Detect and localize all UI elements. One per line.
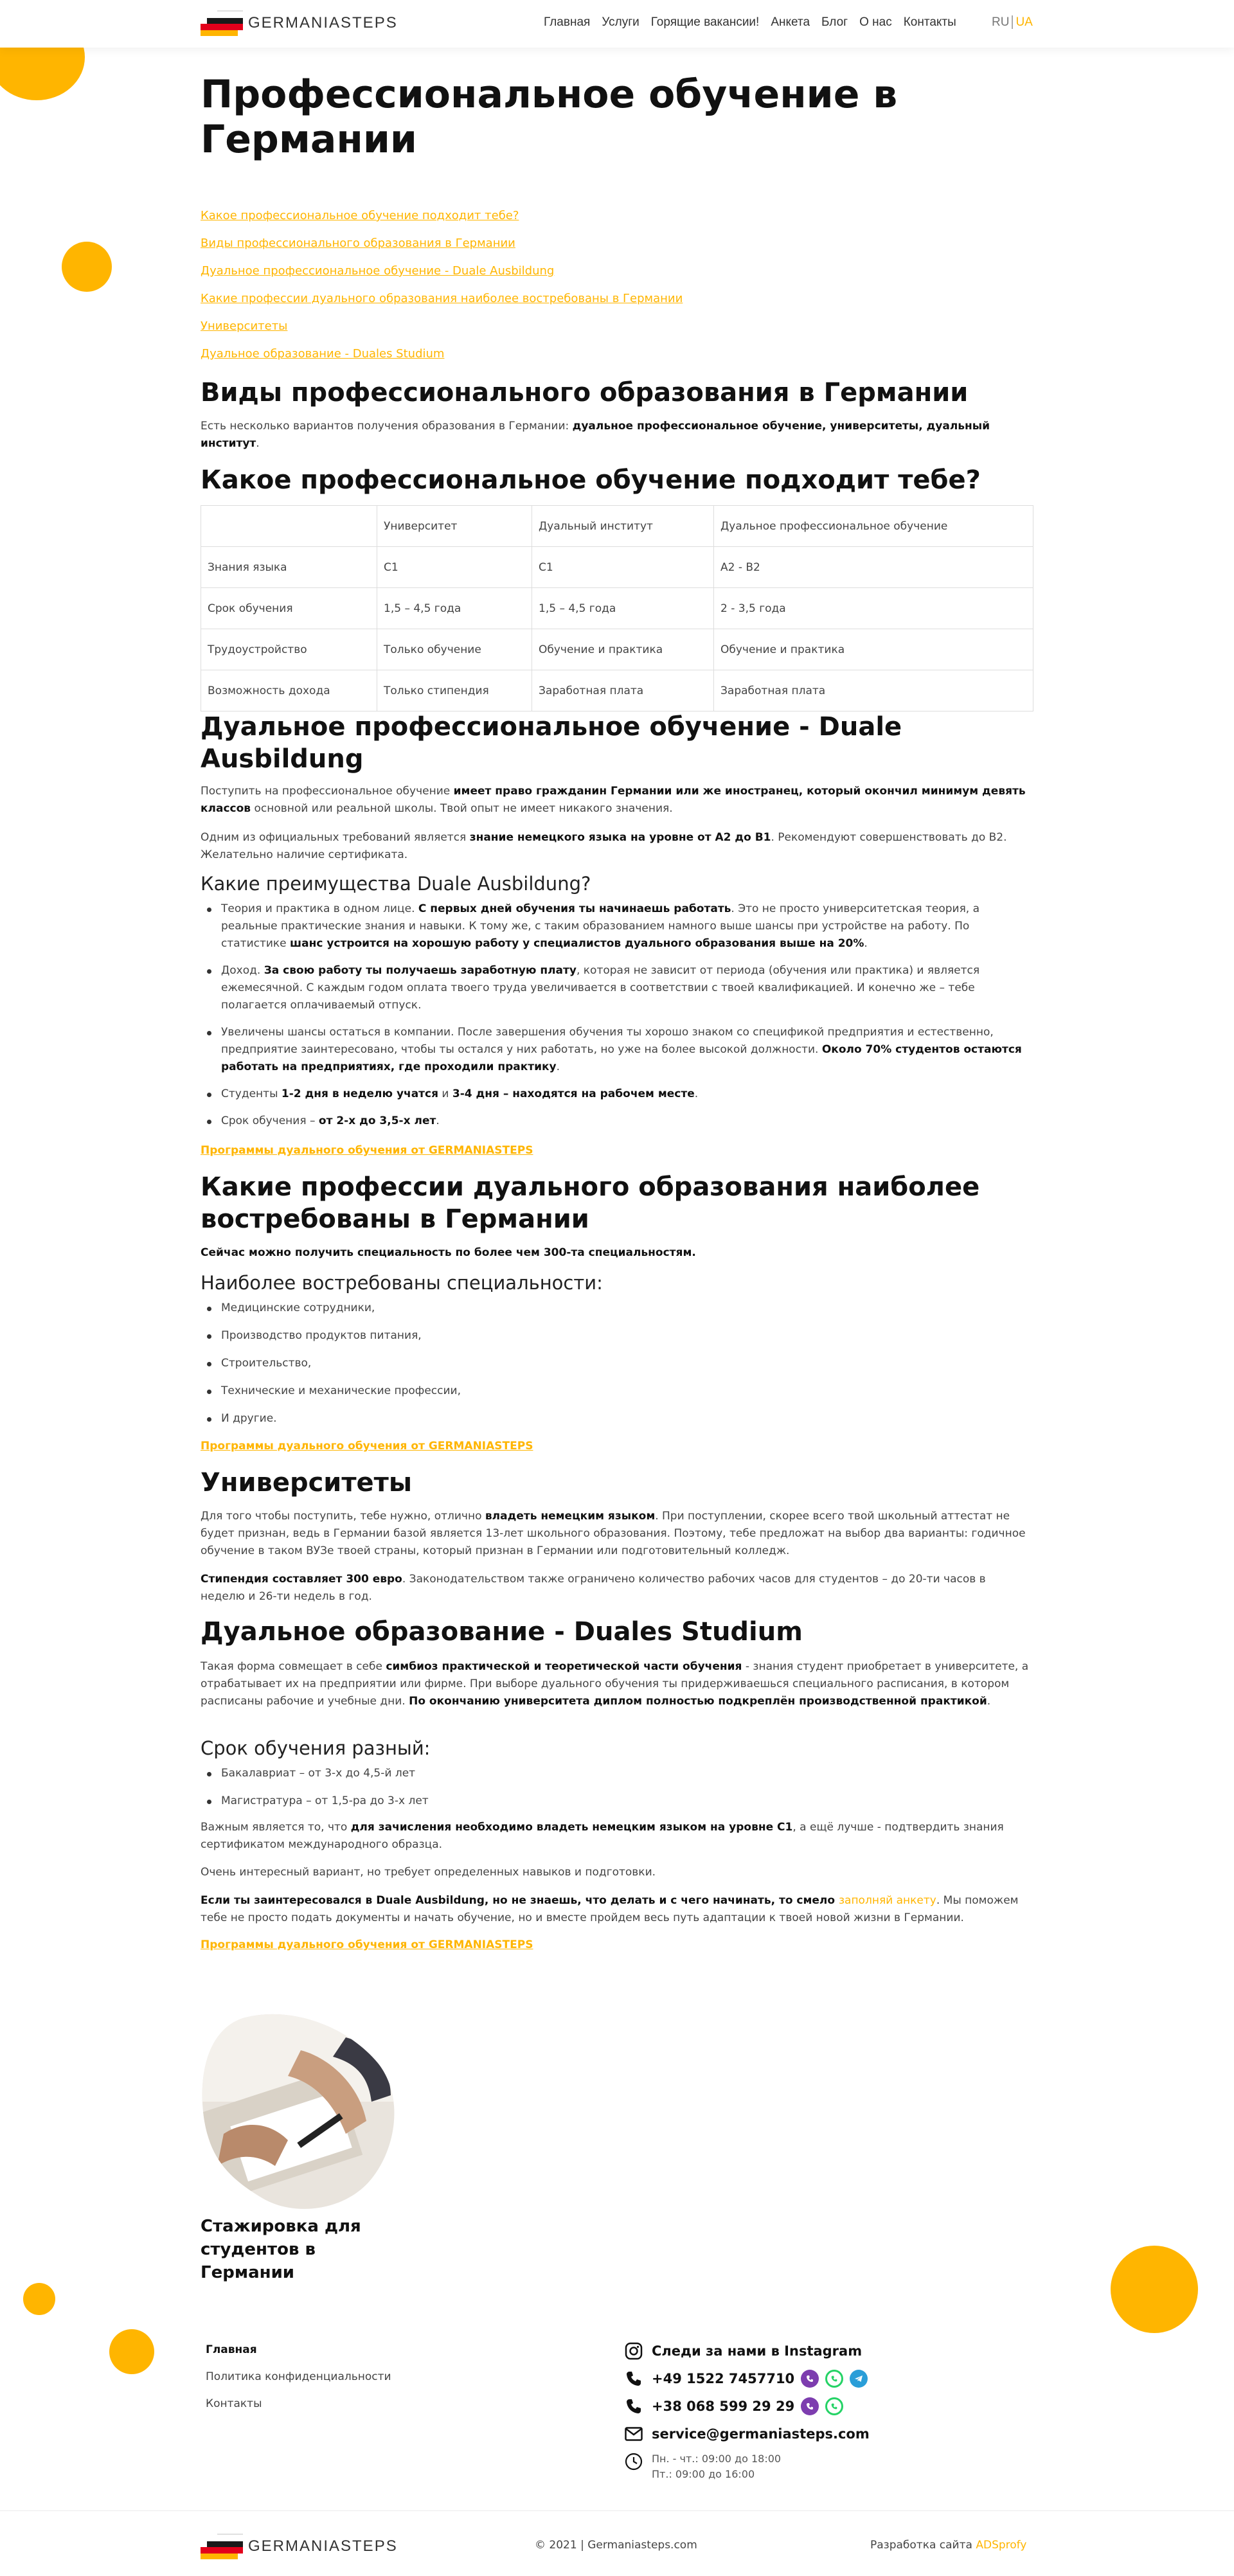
list-item	[221, 1024, 1033, 1076]
table-cell: 2 - 3,5 года	[714, 588, 1033, 629]
text: . Это не просто университетская теория, а реальные практические знания и навыки. К тому же, с таким образованием намного выше шансы при устройстве на работу. По статистике	[221, 902, 980, 950]
text: . Рекомендуют совершенствовать до B2. Желательно наличие сертификата.	[201, 831, 1007, 861]
table-cell: Дуальный институт	[532, 506, 714, 547]
text: .	[987, 1695, 991, 1708]
table-cell: 1,5 – 4,5 года	[532, 588, 714, 629]
telegram-icon[interactable]	[850, 2370, 868, 2388]
section-heading: Какие профессии дуального образования наиболее востребованы в Германии	[201, 1172, 980, 1234]
bold-text: Сейчас можно получить специальность по более чем 300-та специальностям.	[201, 1246, 696, 1259]
list-item: Бакалавриат – от 3-х до 4,5-й лет	[221, 1765, 1033, 1782]
duration-list	[221, 1765, 1033, 1820]
toc-link[interactable]: Дуальное профессиональное обучение - Duale Ausbildung	[201, 264, 555, 278]
footer-link-home[interactable]: Главная	[206, 2343, 257, 2356]
text: . Мы поможем тебе не просто подать документы и начать обучение, но и вместе пройдем весь путь адаптации к твоей новой жизни в Германии.	[201, 1894, 1019, 1924]
table-cell: Обучение и практика	[714, 629, 1033, 670]
table-row	[201, 547, 1033, 588]
text: Такая форма совмещает в себе	[201, 1660, 386, 1673]
bold-text: 3-4 дня – находятся на рабочем месте	[452, 1087, 695, 1100]
toc-link[interactable]: Дуальное образование - Duales Studium	[201, 347, 445, 361]
text: Студенты	[221, 1087, 282, 1100]
text: .	[864, 937, 868, 950]
table-cell: A2 - B2	[714, 547, 1033, 588]
mail-icon	[623, 2424, 644, 2444]
text: .	[256, 437, 260, 450]
toc-link[interactable]: Какое профессиональное обучение подходит тебе?	[201, 209, 519, 222]
decor-circle	[109, 2329, 154, 2374]
text: .	[556, 1060, 560, 1073]
dual-programs-link[interactable]: Программы дуального обучения от GERMANIASTEPS	[201, 1144, 533, 1157]
text: Теория и практика в одном лице.	[221, 902, 418, 915]
sub-heading: Срок обучения разный:	[201, 1737, 431, 1759]
bold-text: владеть немецким языком	[485, 1510, 656, 1523]
table-cell: Срок обучения	[201, 588, 377, 629]
table-cell: Только стипендия	[377, 670, 532, 711]
lang-ru[interactable]: RU	[992, 15, 1013, 29]
text: Увеличены шансы остаться в компании. После завершения обучения ты хорошо знаком со спецификой предприятия и естественно, предприятие заинтересовано, чтобы ты остался у них работать, но уже на более высокой должности.	[221, 1026, 994, 1056]
phone-icon	[623, 2368, 644, 2389]
text: - знания студент приобретает в университете, а отрабатывает их на предприятии или фирме. При выборе дуального обучения ты придерживаешься специального расписания, в котором расписаны рабочие и учебные дни.	[201, 1660, 1029, 1708]
dual-programs-link[interactable]: Программы дуального обучения от GERMANIASTEPS	[201, 1440, 533, 1453]
hours-weekdays: Пн. - чт.: 09:00 до 18:00	[652, 2453, 782, 2465]
bold-text: По окончанию университета диплом полностью подкреплён производственной практикой	[409, 1695, 987, 1708]
list-item: Медицинские сотрудники,	[221, 1300, 1033, 1317]
paragraph	[201, 1892, 1033, 1927]
list-item: Технические и механические профессии,	[221, 1382, 1033, 1400]
bold-text: от 2-х до 3,5-х лет	[318, 1114, 436, 1127]
logo-flag-icon	[201, 10, 243, 36]
instagram-row[interactable]	[623, 2337, 870, 2365]
logo-text: GERMANIASTEPS	[248, 14, 398, 31]
table-cell: Дуальное профессиональное обучение	[714, 506, 1033, 547]
bold-text: Если ты заинтересовался в Duale Ausbildung, но не знаешь, что делать и с чего начинать, то смело	[201, 1894, 839, 1907]
bold-text: Стипендия составляет 300 евро	[201, 1573, 402, 1586]
nav-about[interactable]: О нас	[859, 15, 892, 29]
email-row	[623, 2420, 870, 2447]
paragraph	[201, 1508, 1033, 1560]
text: , которая не зависит от периода (обучения или практика) и является ежемесячной. С каждым годом оплата твоего труда увеличивается в соответствии с твоей квалификацией. И конечно же – тебе полагается оплачиваемый отпуск.	[221, 964, 980, 1012]
list-item: Магистратура – от 1,5-ра до 3-х лет	[221, 1793, 1033, 1810]
text: Для того чтобы поступить, тебе нужно, отлично	[201, 1510, 485, 1523]
table-cell: C1	[377, 547, 532, 588]
table-of-contents	[201, 208, 683, 374]
paragraph	[201, 1658, 1033, 1710]
fill-form-link[interactable]: заполняй анкету	[838, 1894, 936, 1907]
toc-link[interactable]: Виды профессионального образования в Германии	[201, 237, 515, 250]
bold-text: симбиоз практической и теоретической части обучения	[386, 1660, 742, 1673]
bold-text: знание немецкого языка на уровне от A2 до B1	[469, 831, 771, 844]
table-row	[201, 670, 1033, 711]
toc-link[interactable]: Университеты	[201, 319, 288, 333]
phone-number[interactable]: +49 1522 7457710	[652, 2370, 795, 2386]
developer-credit	[870, 2539, 1026, 2552]
section-heading: Университеты	[201, 1468, 412, 1498]
text: Поступить на профессиональное обучение	[201, 785, 454, 798]
page-title: Профессиональное обучение в Германии	[201, 72, 898, 162]
whatsapp-icon[interactable]	[825, 2370, 843, 2388]
section-heading: Дуальное образование - Duales Studium	[201, 1617, 803, 1647]
decor-circle	[23, 2283, 55, 2315]
paragraph	[201, 829, 1033, 864]
site-header	[0, 0, 1234, 48]
comparison-table	[201, 505, 1033, 711]
logo[interactable]	[201, 10, 398, 36]
phone-row	[623, 2392, 870, 2420]
phone-number[interactable]: +38 068 599 29 29	[652, 2398, 795, 2414]
bold-text: 1-2 дня в неделю учатся	[281, 1087, 439, 1100]
list-item: Производство продуктов питания,	[221, 1327, 1033, 1345]
table-row	[201, 506, 1033, 547]
nav-blog[interactable]: Блог	[821, 15, 848, 29]
viber-icon[interactable]	[801, 2370, 819, 2388]
list-item	[221, 900, 1033, 953]
nav-home[interactable]: Главная	[544, 15, 591, 29]
nav-hot-vacancies[interactable]: Горящие вакансии!	[650, 15, 760, 29]
professions-list	[221, 1300, 1033, 1438]
lang-ua[interactable]: UA	[1015, 15, 1033, 29]
logo-flag-icon	[201, 2534, 243, 2559]
viber-icon[interactable]	[801, 2397, 819, 2415]
text: , а ещё лучше - подтвердить знания сертификатом международного образца.	[201, 1821, 1004, 1851]
table-cell: Заработная плата	[714, 670, 1033, 711]
paragraph	[201, 1819, 1033, 1854]
instagram-text: Следи за нами в Instagram	[652, 2343, 863, 2359]
decor-circle	[62, 242, 112, 292]
nav-services[interactable]: Услуги	[602, 15, 639, 29]
dual-programs-link[interactable]: Программы дуального обучения от GERMANIASTEPS	[201, 1938, 533, 1951]
text: Разработка сайта	[870, 2539, 976, 2552]
email-address[interactable]: service@germaniasteps.com	[652, 2426, 870, 2442]
developer-link[interactable]: ADSprofy	[976, 2539, 1027, 2552]
section-heading: Какое профессиональное обучение подходит тебе?	[201, 465, 981, 495]
footer-link-contacts[interactable]: Контакты	[206, 2397, 262, 2410]
text: . При поступлении, скорее всего твой школьный аттестат не будет признан, ведь в Германии базой является 13-лет школьного образования. Поэтому, тебе предложат на выбор два варианты: годичное обучение в таком ВУЗе твоей страны, который признан в Германии или подготовительный колледж.	[201, 1510, 1026, 1557]
paragraph	[201, 1571, 1033, 1606]
language-switcher	[992, 15, 1033, 30]
table-cell: Обучение и практика	[532, 629, 714, 670]
bold-text: дуальное профессиональное обучение, университеты, дуальный институт	[201, 420, 990, 450]
paragraph	[201, 783, 1033, 818]
internship-card-title[interactable]: Стажировка для студентов в Германии	[201, 2217, 361, 2282]
nav-form[interactable]: Анкета	[771, 15, 810, 29]
list-item: И другие.	[221, 1410, 1033, 1427]
section-heading: Дуальное профессиональное обучение - Duale Ausbildung	[201, 712, 902, 774]
text: основной или реальной школы. Твой опыт не имеет никакого значения.	[251, 802, 673, 815]
toc-link[interactable]: Какие профессии дуального образования наиболее востребованы в Германии	[201, 292, 683, 305]
whatsapp-icon[interactable]	[825, 2397, 843, 2415]
clock-icon	[623, 2451, 644, 2472]
text: .	[694, 1087, 699, 1100]
nav-contacts[interactable]: Контакты	[903, 15, 956, 29]
instagram-icon	[623, 2341, 644, 2361]
table-cell: Знания языка	[201, 547, 377, 588]
paragraph	[201, 1244, 1033, 1262]
logo-text: GERMANIASTEPS	[248, 2537, 398, 2555]
table-row	[201, 629, 1033, 670]
decor-circle	[1111, 2246, 1198, 2333]
table-cell: C1	[532, 547, 714, 588]
working-hours	[623, 2451, 870, 2482]
text: и	[438, 1087, 452, 1100]
text: Срок обучения –	[221, 1114, 319, 1127]
copyright: © 2021 | Germaniasteps.com	[535, 2539, 697, 2552]
footer-nav	[206, 2343, 391, 2424]
sub-heading: Наиболее востребованы специальности:	[201, 1272, 603, 1294]
phone-icon	[623, 2396, 644, 2417]
sub-heading: Какие преимущества Duale Ausbildung?	[201, 873, 591, 895]
paragraph	[201, 418, 1033, 452]
table-row	[201, 588, 1033, 629]
list-item	[221, 1113, 1033, 1130]
footer-contacts	[623, 2337, 870, 2482]
footer-link-privacy[interactable]: Политика конфиденциальности	[206, 2370, 391, 2383]
list-item: Строительство,	[221, 1355, 1033, 1372]
bold-text: для зачисления необходимо владеть немецким языком на уровне С1	[350, 1821, 793, 1834]
text: Важным является то, что	[201, 1821, 351, 1834]
paragraph: Очень интересный вариант, но требует определенных навыков и подготовки.	[201, 1866, 656, 1879]
bold-text: шанс устроится на хорошую работу у специалистов дуального образования выше на 20%	[290, 937, 864, 950]
list-item	[221, 962, 1033, 1014]
table-cell: Только обучение	[377, 629, 532, 670]
bold-text: Около 70% студентов остаются работать на предприятиях, где проходили практику	[221, 1043, 1022, 1073]
text: . Законодательством также ограничено количество рабочих часов для студентов – до 20-ти часов в неделю и 26-ти недель в год.	[201, 1573, 986, 1603]
hours-friday: Пт.: 09:00 до 16:00	[652, 2468, 755, 2480]
advantages-list	[221, 900, 1033, 1140]
text: Одним из официальных требований является	[201, 831, 470, 844]
list-item	[221, 1086, 1033, 1103]
table-cell: Университет	[377, 506, 532, 547]
text: Доход.	[221, 964, 264, 977]
table-cell: Заработная плата	[532, 670, 714, 711]
text: Есть несколько вариантов получения образования в Германии:	[201, 420, 573, 433]
phone-row	[623, 2365, 870, 2392]
bold-text: За свою работу ты получаешь заработную плату	[264, 964, 577, 977]
bold-text: С первых дней обучения ты начинаешь работать	[418, 902, 731, 915]
bold-text: имеет право гражданин Германии или же иностранец, который окончил минимум девять классов	[201, 785, 1026, 815]
table-cell: 1,5 – 4,5 года	[377, 588, 532, 629]
internship-card-image[interactable]	[198, 2012, 398, 2211]
table-cell	[201, 506, 377, 547]
table-cell: Трудоустройство	[201, 629, 377, 670]
footer-logo[interactable]	[201, 2534, 398, 2559]
main-nav	[544, 15, 968, 30]
section-heading: Виды профессионального образования в Германии	[201, 378, 969, 407]
text: .	[436, 1114, 440, 1127]
table-cell: Возможность дохода	[201, 670, 377, 711]
